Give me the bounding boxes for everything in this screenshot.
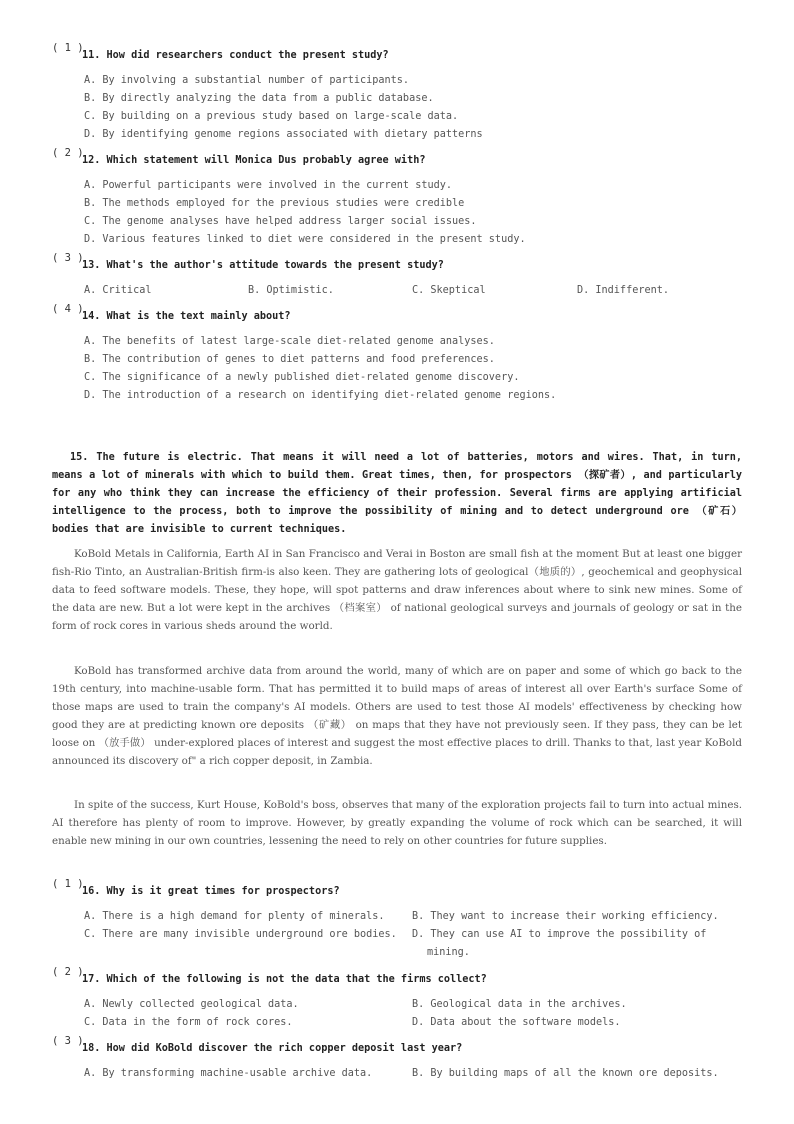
option-d-continued: mining.: [427, 947, 470, 958]
question-stem: 14. What is the text mainly about?: [82, 311, 291, 322]
option-b: B. By directly analyzing the data from a public database.: [84, 93, 434, 104]
option-d: D. Indifferent.: [577, 285, 670, 296]
option-d: D. Various features linked to diet were considered in the present study.: [84, 234, 526, 245]
option-b: B. Optimistic.: [248, 285, 334, 296]
question-stem: 11. How did researchers conduct the present study?: [82, 50, 389, 61]
passage-paragraph-2: KoBold has transformed archive data from around the world, many of which are on paper and some of which go back to the 19th century, into machine-usable form. That has permitted it to build maps of areas of interest all over Earth's surface Some of those maps are used to train the company's AI models. Others are used to test those AI models' effectiveness by checking how good they are at predicting known ore deposits （矿藏） on maps that they have not previously seen. If they pass, they can be let loose on （放手做） under-explored places of interest and suggest the most effective places to drill. Thanks to that, last year KoBold announced its discovery of" a rich copper deposit, in Zambia.: [52, 665, 742, 767]
option-d: D. By identifying genome regions associated with dietary patterns: [84, 129, 483, 140]
option-a: A. Critical: [84, 285, 152, 296]
option-d: D. The introduction of a research on identifying diet-related genome regions.: [84, 390, 557, 401]
question-number: ( 1 ): [52, 42, 84, 54]
option-a: A. By transforming machine-usable archive data.: [84, 1068, 373, 1079]
option-d: D. They can use AI to improve the possibility of: [412, 929, 707, 940]
question-stem: 16. Why is it great times for prospectors?: [82, 886, 340, 897]
question-number: ( 4 ): [52, 303, 84, 315]
passage-paragraph-3: In spite of the success, Kurt House, KoBold's boss, observes that many of the exploration projects fail to turn into actual mines. AI therefore has plenty of room to improve. However, by greatly expanding the volume of rock which can be searched, it will enable new mining in our own countries, lessening the need to rely on other countries for future supplies.: [52, 799, 742, 847]
question-number: ( 1 ): [52, 878, 84, 890]
option-a: A. There is a high demand for plenty of minerals.: [84, 911, 385, 922]
question-stem: 12. Which statement will Monica Dus probably agree with?: [82, 155, 426, 166]
option-b: B. Geological data in the archives.: [412, 999, 627, 1010]
option-c: C. There are many invisible underground ore bodies.: [84, 929, 397, 940]
passage-intro: 15. The future is electric. That means it will need a lot of batteries, motors and wires. That, in turn, means a lot of minerals with which to build them. Great times, then, for prospectors （探矿者）, and particularly for any who think they can increase the efficiency of their profession. Several firms are applying artificial intelligence to the process, both to improve the possibility of mining and to detect underground ore （矿石） bodies that are invisible to current techniques.: [52, 452, 742, 535]
option-c: C. The significance of a newly published diet-related genome discovery.: [84, 372, 520, 383]
option-c: C. The genome analyses have helped address larger social issues.: [84, 216, 477, 227]
question-number: ( 3 ): [52, 1035, 84, 1047]
option-a: A. Powerful participants were involved in the current study.: [84, 180, 453, 191]
question-number: ( 3 ): [52, 252, 84, 264]
option-a: A. By involving a substantial number of participants.: [84, 75, 410, 86]
passage-paragraph-1: KoBold Metals in California, Earth AI in San Francisco and Verai in Boston are small fish at the moment But at least one bigger fish-Rio Tinto, an Australian-British firm-is also keen. They are gathering lots of geological（地质的）, geochemical and geophysical data to feed software models. These, they hope, will spot patterns and draw inferences about where to sink new mines. Some of the data are new. But a lot were kept in the archives （档案室） of national geological surveys and journals of geology or sat in the form of rock cores in various sheds around the world.: [52, 548, 742, 632]
option-a: A. The benefits of latest large-scale diet-related genome analyses.: [84, 336, 495, 347]
option-c: C. Data in the form of rock cores.: [84, 1017, 293, 1028]
option-b: B. They want to increase their working efficiency.: [412, 911, 719, 922]
question-stem: 13. What's the author's attitude towards the present study?: [82, 260, 444, 271]
option-d: D. Data about the software models.: [412, 1017, 621, 1028]
question-number: ( 2 ): [52, 966, 84, 978]
option-c: C. By building on a previous study based on large-scale data.: [84, 111, 459, 122]
option-a: A. Newly collected geological data.: [84, 999, 299, 1010]
option-c: C. Skeptical: [412, 285, 486, 296]
option-b: B. The methods employed for the previous studies were credible: [84, 198, 465, 209]
question-number: ( 2 ): [52, 147, 84, 159]
question-stem: 18. How did KoBold discover the rich copper deposit last year?: [82, 1043, 463, 1054]
question-stem: 17. Which of the following is not the data that the firms collect?: [82, 974, 487, 985]
option-b: B. By building maps of all the known ore deposits.: [412, 1068, 719, 1079]
option-b: B. The contribution of genes to diet patterns and food preferences.: [84, 354, 495, 365]
